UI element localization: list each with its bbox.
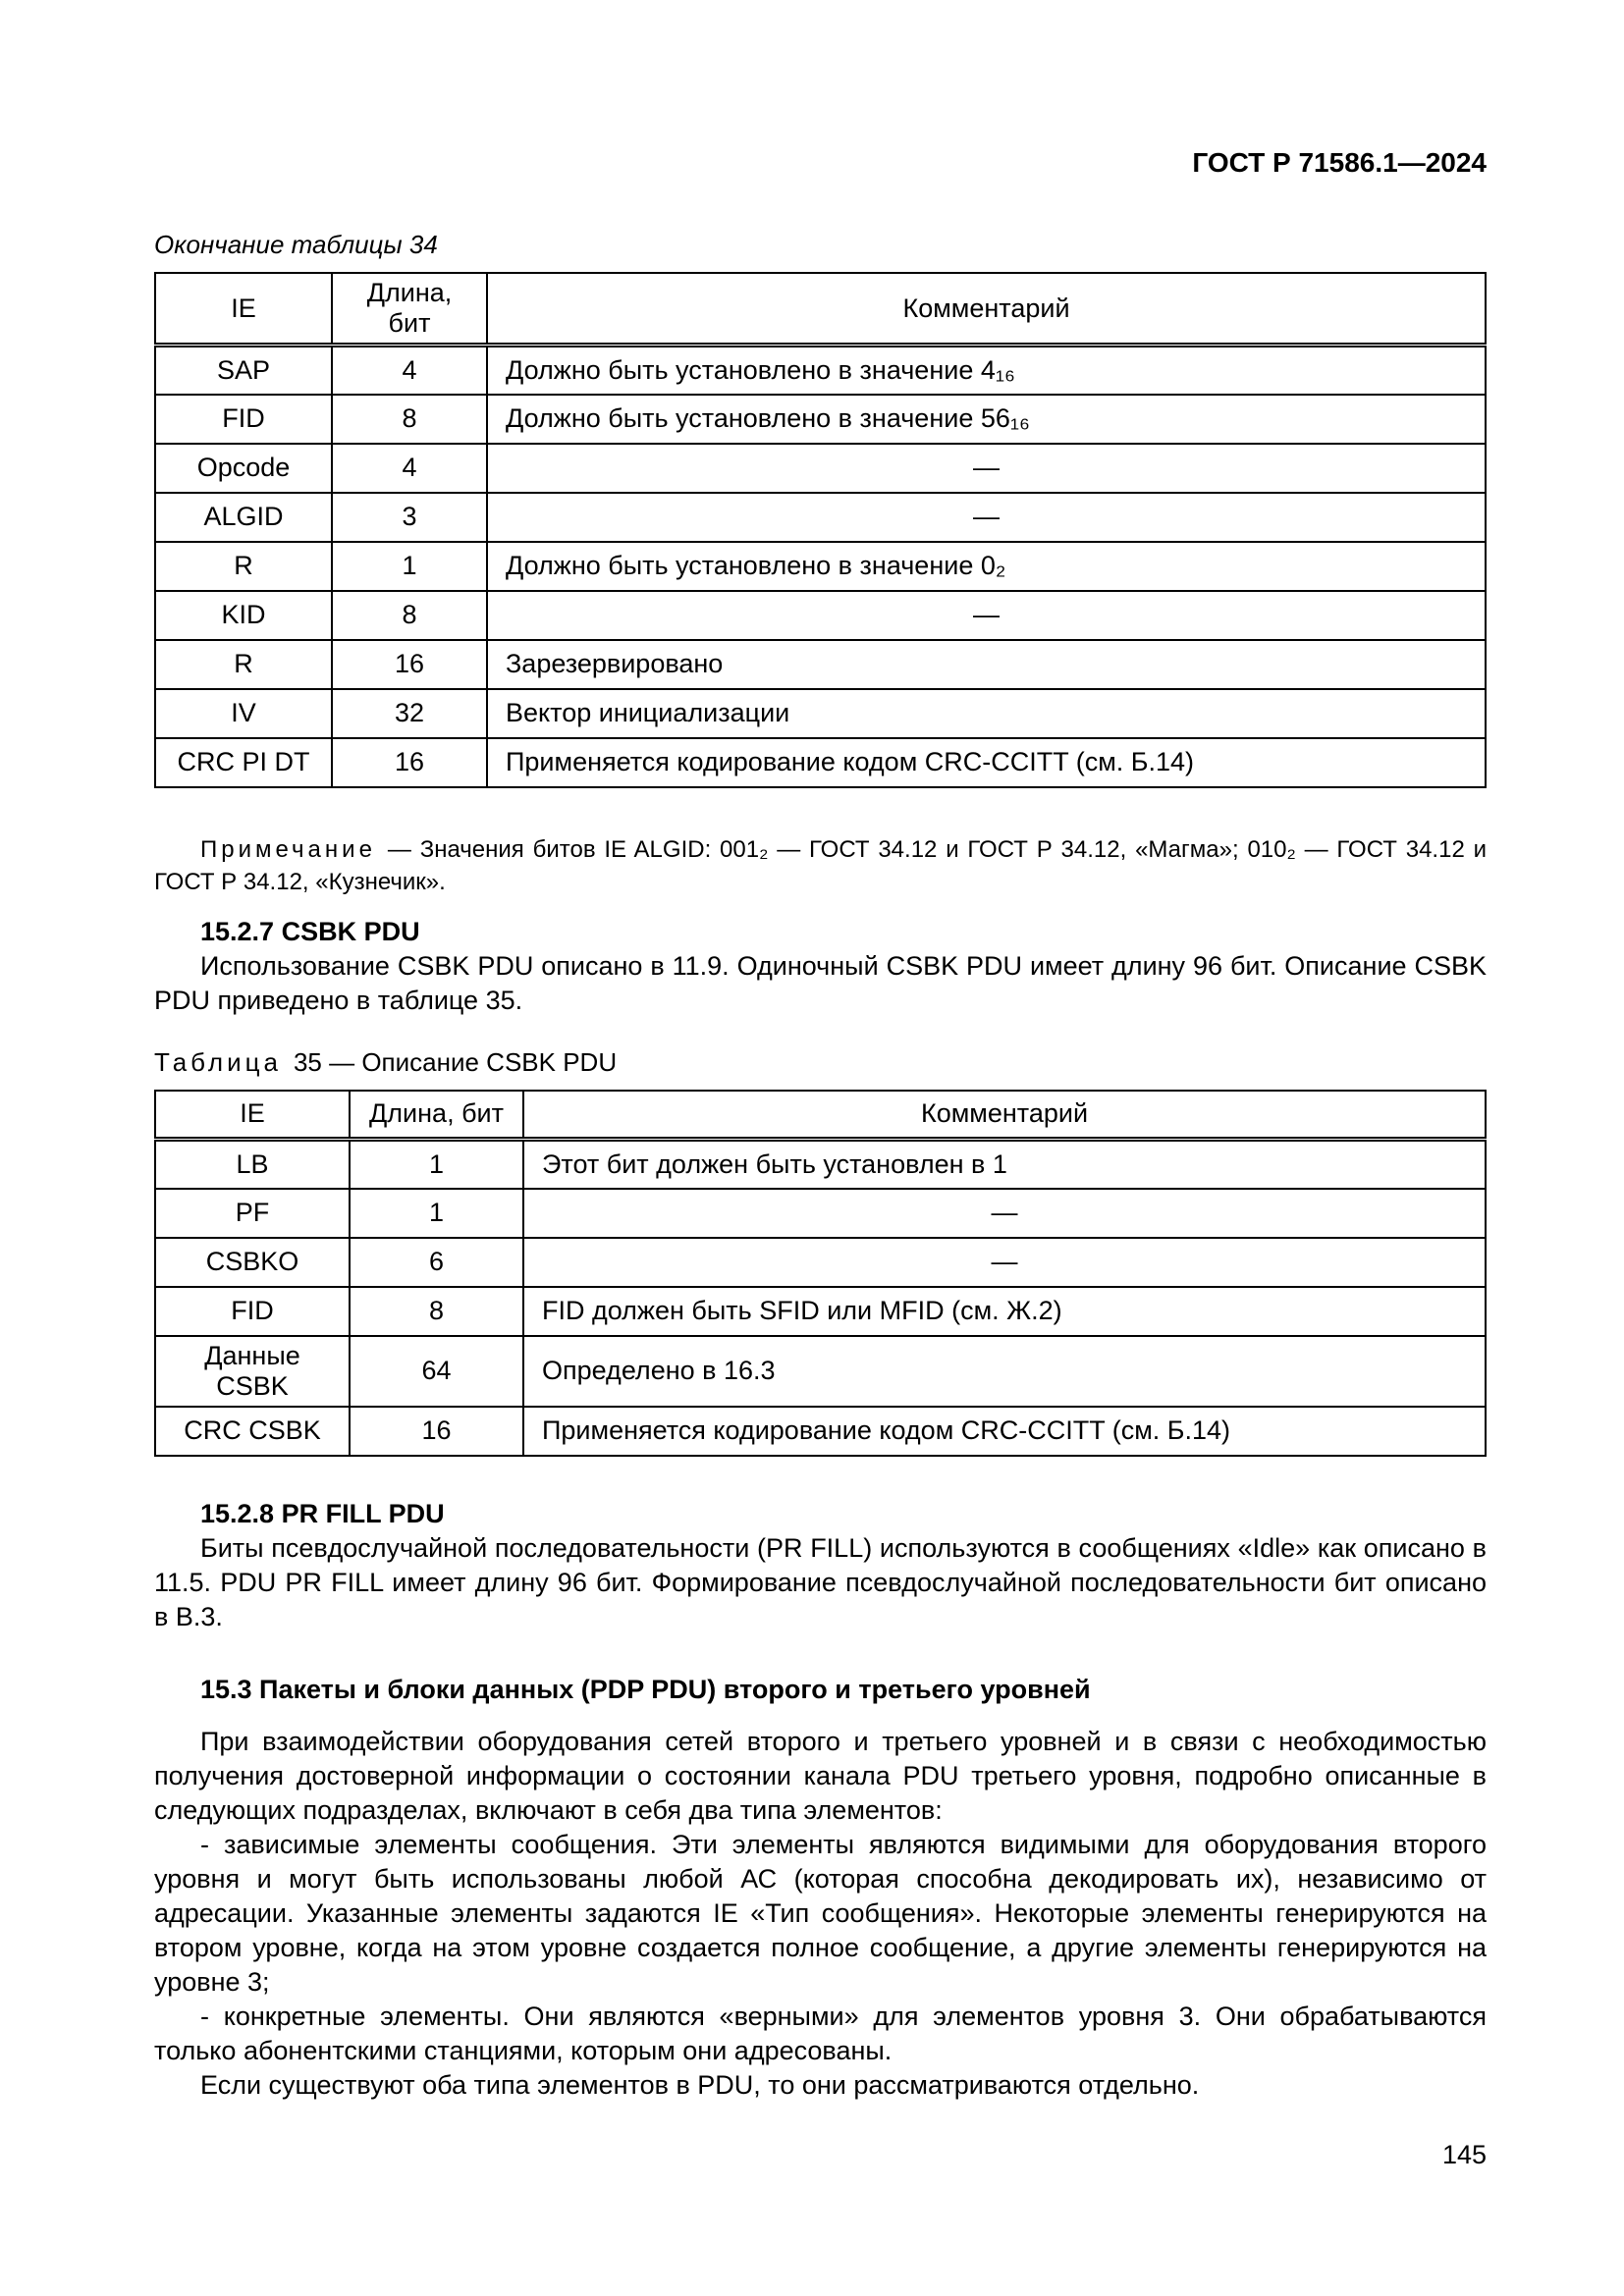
cell-comment: Вектор инициализации xyxy=(487,689,1486,738)
table34-header-comment: Комментарий xyxy=(487,273,1486,346)
cell-length: 16 xyxy=(332,738,487,787)
table-row xyxy=(155,346,1486,395)
table-row xyxy=(155,395,1486,444)
page-number: 145 xyxy=(1441,2140,1487,2169)
cell-length: 3 xyxy=(332,493,487,542)
standard-number-header: ГОСТ Р 71586.1—2024 xyxy=(1192,147,1487,178)
table-row xyxy=(155,444,1486,493)
cell-length: 4 xyxy=(332,346,487,395)
cell-comment: Этот бит должен быть установлен в 1 xyxy=(523,1140,1486,1189)
table34-continuation-caption: Окончание таблицы 34 xyxy=(154,230,438,259)
cell-comment: — xyxy=(487,591,1486,640)
cell-ie: KID xyxy=(155,591,332,640)
table34-header-ie: IE xyxy=(155,273,332,346)
cell-comment: Должно быть установлено в значение 56₁₆ xyxy=(487,395,1486,444)
cell-ie: SAP xyxy=(155,346,332,395)
cell-ie: LB xyxy=(155,1140,350,1189)
cell-ie: PF xyxy=(155,1189,350,1238)
paragraph-15-3-item-2: - конкретные элементы. Они являются «верными» для элементов уровня 3. Они обрабатываются только абонентскими станциями, которым они адресованы. xyxy=(154,2001,1487,2065)
table34 xyxy=(154,272,1487,788)
cell-length: 8 xyxy=(350,1287,523,1336)
cell-comment: — xyxy=(487,444,1486,493)
table35-header-ie: IE xyxy=(155,1091,350,1140)
cell-comment: Определено в 16.3 xyxy=(523,1336,1486,1407)
cell-length: 8 xyxy=(332,591,487,640)
table35-caption xyxy=(154,1047,1487,1078)
cell-ie: R xyxy=(155,640,332,689)
table34-header-row xyxy=(155,273,1486,346)
cell-comment: Должно быть установлено в значение 0₂ xyxy=(487,542,1486,591)
paragraph-15-3-intro: При взаимодействии оборудования сетей второго и третьего уровней и в связи с необходимостью получения достоверной информации о состоянии канала PDU третьего уровня, подробно описанные в следующих подразделах, включают в себя два типа элементов: xyxy=(154,1726,1487,1825)
cell-ie: R xyxy=(155,542,332,591)
cell-ie: Данные CSBK xyxy=(155,1336,350,1407)
cell-length: 1 xyxy=(350,1189,523,1238)
cell-length: 16 xyxy=(350,1407,523,1456)
note-label: Примечание xyxy=(200,835,376,863)
heading-15-2-7: 15.2.7 CSBK PDU xyxy=(200,916,420,946)
cell-length: 4 xyxy=(332,444,487,493)
table-row xyxy=(155,1287,1486,1336)
table35-caption-text: 35 — Описание CSBK PDU xyxy=(293,1046,618,1077)
cell-comment: — xyxy=(487,493,1486,542)
cell-ie: CRC PI DT xyxy=(155,738,332,787)
paragraph-15-2-7: Использование CSBK PDU описано в 11.9. Одиночный CSBK PDU имеет длину 96 бит. Описание CSBK PDU приведено в таблице 35. xyxy=(154,950,1487,1015)
cell-ie: Opcode xyxy=(155,444,332,493)
table-row xyxy=(155,689,1486,738)
cell-ie: ALGID xyxy=(155,493,332,542)
cell-comment: — xyxy=(523,1238,1486,1287)
paragraph-15-3-final: Если существуют оба типа элементов в PDU, то они рассматриваются отдельно. xyxy=(200,2069,1200,2100)
cell-comment: — xyxy=(523,1189,1486,1238)
table-row xyxy=(155,591,1486,640)
table35-header-row xyxy=(155,1091,1486,1140)
cell-comment: Должно быть установлено в значение 4₁₆ xyxy=(487,346,1486,395)
cell-length: 8 xyxy=(332,395,487,444)
heading-15-3: 15.3 Пакеты и блоки данных (PDP PDU) второго и третьего уровней xyxy=(200,1674,1091,1704)
cell-ie: FID xyxy=(155,1287,350,1336)
table-row xyxy=(155,493,1486,542)
table-row xyxy=(155,1140,1486,1189)
table-row xyxy=(155,1407,1486,1456)
table-row xyxy=(155,1238,1486,1287)
note-text: — Значения битов IE ALGID: 001₂ — ГОСТ 34.12 и ГОСТ Р 34.12, «Магма»; 010₂ — ГОСТ 34.12 и ГОСТ Р 34.12, «Кузнечик». xyxy=(154,835,1487,895)
cell-length: 1 xyxy=(350,1140,523,1189)
table34-header-length: Длина, бит xyxy=(332,273,487,346)
heading-15-2-8: 15.2.8 PR FILL PDU xyxy=(200,1498,445,1528)
table35-caption-label: Таблица xyxy=(154,1046,282,1077)
cell-length: 1 xyxy=(332,542,487,591)
cell-length: 6 xyxy=(350,1238,523,1287)
cell-comment: FID должен быть SFID или MFID (см. Ж.2) xyxy=(523,1287,1486,1336)
table-row xyxy=(155,542,1486,591)
cell-ie: FID xyxy=(155,395,332,444)
table-row xyxy=(155,738,1486,787)
cell-length: 16 xyxy=(332,640,487,689)
table-row xyxy=(155,1336,1486,1407)
table34-note xyxy=(154,833,1487,898)
table35-header-comment: Комментарий xyxy=(523,1091,1486,1140)
cell-ie: IV xyxy=(155,689,332,738)
cell-comment: Зарезервировано xyxy=(487,640,1486,689)
table-row xyxy=(155,1189,1486,1238)
table35-header-length: Длина, бит xyxy=(350,1091,523,1140)
table35 xyxy=(154,1090,1487,1457)
cell-length: 64 xyxy=(350,1336,523,1407)
cell-ie: CRC CSBK xyxy=(155,1407,350,1456)
cell-comment: Применяется кодирование кодом CRC-CCITT (см. Б.14) xyxy=(523,1407,1486,1456)
cell-length: 32 xyxy=(332,689,487,738)
cell-ie: CSBKO xyxy=(155,1238,350,1287)
paragraph-15-3-item-1: - зависимые элементы сообщения. Эти элементы являются видимыми для оборудования второго уровня и могут быть использованы любой АС (которая способна декодировать их), независимо от адресации. Указанные элементы задаются IE «Тип сообщения». Некоторые элементы генерируются на втором уровне, когда на этом уровне создается полное сообщение, а другие элементы генерируются на уровне 3; xyxy=(154,1829,1487,1997)
cell-comment: Применяется кодирование кодом CRC-CCITT (см. Б.14) xyxy=(487,738,1486,787)
paragraph-15-2-8: Биты псевдослучайной последовательности (PR FILL) используются в сообщениях «Idle» как описано в 11.5. PDU PR FILL имеет длину 96 бит. Формирование псевдослучайной последовательности бит описано в В.3. xyxy=(154,1532,1487,1631)
table-row xyxy=(155,640,1486,689)
